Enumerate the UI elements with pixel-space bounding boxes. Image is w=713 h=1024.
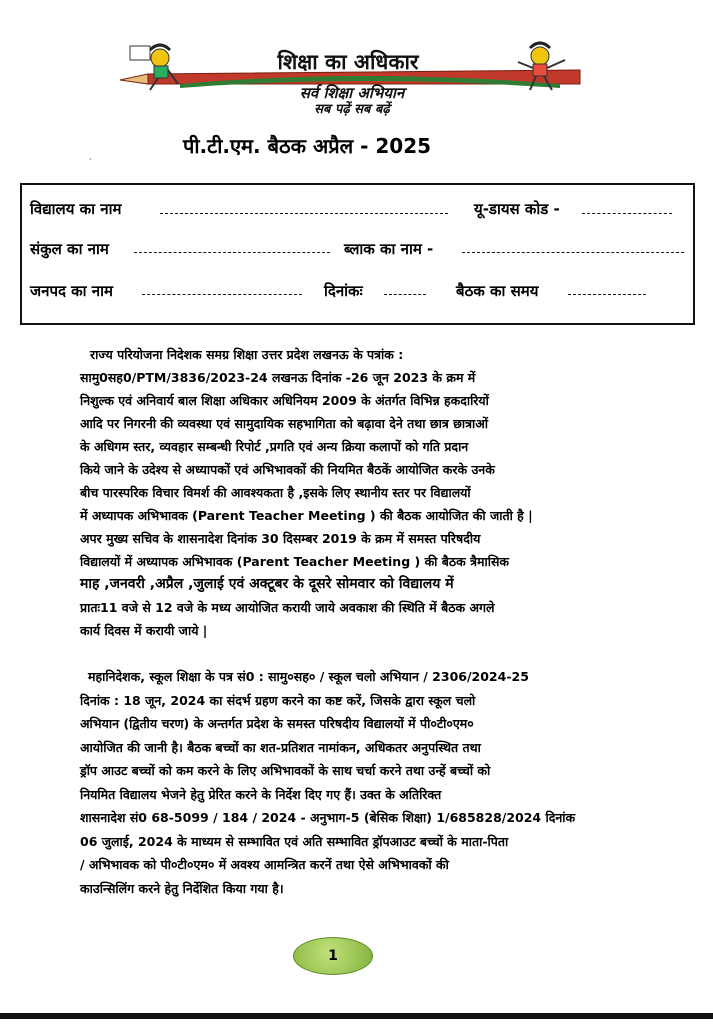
- logo-tagline: सब पढ़ें सब बढ़ें: [314, 102, 390, 117]
- text-line: / अभिभावक को पी०टी०एम० में अवश्य आमन्त्रित करनें तथा ऐसे अभिभावकों की: [80, 857, 449, 872]
- pencil-tip: [120, 74, 148, 84]
- bottom-rule: [0, 1013, 713, 1019]
- text-line: अभियान (द्वितीय चरण) के अन्तर्गत प्रदेश के समस्त परिषदीय विद्यालयों में पी०टी०एम०: [80, 716, 474, 731]
- paragraph-ptm-order: [80, 343, 680, 642]
- udise-code-field[interactable]: [582, 213, 672, 214]
- meeting-time-field[interactable]: [568, 294, 646, 295]
- udise-code-label: यू-डायस कोड -: [474, 200, 560, 218]
- cluster-name-field[interactable]: [134, 252, 330, 253]
- text-line: काउन्सिलिंग करने हेतु निर्देशित किया गया है।: [80, 880, 284, 896]
- date-field[interactable]: [384, 294, 426, 295]
- text-line: महानिदेशक, स्कूल शिक्षा के पत्र सं0 : सामु०सह० / स्कूल चलो अभियान / 2306/2024-25: [88, 669, 529, 684]
- district-name-label: जनपद का नाम: [30, 282, 113, 300]
- page-heading: पी.टी.एम. बैठक अप्रैल - 2025: [183, 134, 432, 158]
- text-line: राज्य परियोजना निदेशक समग्र शिक्षा उत्तर प्रदेश लखनऊ के पत्रांक :: [90, 347, 404, 362]
- text-line: निशुल्क एवं अनिवार्य बाल शिक्षा अधिकार अधिनियम 2009 के अंतर्गत विभिन्न हकदारियों: [80, 393, 489, 408]
- text-line: आदि पर निगरनी की व्यवस्था एवं सामुदायिक सहभागिता को बढ़ावा देने तथा छात्र छात्राओं: [80, 416, 488, 431]
- page-number-badge: 1: [293, 937, 373, 975]
- stray-dot: ·: [89, 155, 92, 164]
- text-line: आयोजित की जानी है। बैठक बच्चों का शत-प्रतिशत नामांकन, अधिकतर अनुपस्थित तथा: [80, 739, 481, 755]
- text-line: प्रातः11 वजे से 12 वजे के मध्य आयोजित करायी जाये अवकाश की स्थिति में बैठक अगले: [80, 600, 495, 615]
- block-name-field[interactable]: [462, 252, 684, 253]
- text-line: शासनादेश सं0 68-5099 / 184 / 2024 - अनुभाग-5 (बेसिक शिक्षा) 1/685828/2024 दिनांक: [80, 810, 576, 825]
- text-line: नियमित विद्यालय भेजने हेतु प्रेरित करने के निर्देश दिए गए हैं। उक्त के अतिरिक्त: [80, 786, 442, 802]
- logo-title: शिक्षा का अधिकार: [277, 50, 419, 74]
- text-line: ड्रॉप आउट बच्चों को कम करने के लिए अभिभावकों के साथ चर्चा करने तथा उन्हें बच्चों को: [80, 763, 491, 778]
- text-line: बीच पारस्परिक विचार विमर्श की आवश्यकता है ,इसके लिए स्थानीय स्तर पर विद्यालयों: [80, 485, 471, 500]
- date-label: दिनांकः: [324, 282, 363, 300]
- meeting-details-form: [20, 183, 695, 325]
- text-line: किये जाने के उदेश्य से अध्यापकों एवं अभिभावकों की नियमित बैठकें आयोजित करके उनके: [80, 462, 495, 477]
- paragraph-school-chalo-abhiyan: [80, 665, 680, 900]
- text-line: सामु0सह0/PTM/3836/2023-24 लखनऊ दिनांक -26 जून 2023 के क्रम में: [80, 370, 476, 385]
- district-name-field[interactable]: [142, 294, 302, 295]
- text-line: दिनांक : 18 जून, 2024 का संदर्भ ग्रहण करने का कष्ट करें, जिसके द्वारा स्कूल चलो: [80, 692, 476, 708]
- text-line: अपर मुख्य सचिव के शासनादेश दिनांक 30 दिसम्बर 2019 के क्रम में समस्त परिषदीय: [80, 531, 481, 546]
- logo-subtitle: सर्व शिक्षा अभियान: [299, 84, 405, 102]
- text-line: 06 जुलाई, 2024 के माध्यम से सम्भावित एवं अति सम्भावित ड्रॉपआउट बच्चों के माता-पिता: [80, 833, 509, 849]
- text-line: माह ,जनवरी ,अप्रैल ,जुलाई एवं अक्टूबर के दूसरे सोमवार को विद्यालय में: [80, 576, 454, 592]
- school-name-field[interactable]: [160, 213, 448, 214]
- cluster-name-label: संकुल का नाम: [30, 240, 109, 258]
- text-line: के अधिगम स्तर, व्यवहार सम्बन्धी रिपोर्ट ,प्रगति एवं अन्य क्रिया कलापों को गति प्रदान: [80, 439, 469, 454]
- text-line: में अध्यापक अभिभावक (Parent Teacher Meeting ) की बैठक आयोजित की जाती है |: [80, 508, 533, 523]
- text-line: कार्य दिवस में करायी जाये |: [80, 623, 208, 638]
- school-name-label: विद्यालय का नाम: [30, 200, 122, 218]
- text-line: विद्यालयों में अध्यापक अभिभावक (Parent Teacher Meeting ) की बैठक त्रैमासिक: [80, 554, 510, 569]
- block-name-label: ब्लाक का नाम -: [344, 240, 434, 258]
- meeting-time-label: बैठक का समय: [456, 282, 539, 300]
